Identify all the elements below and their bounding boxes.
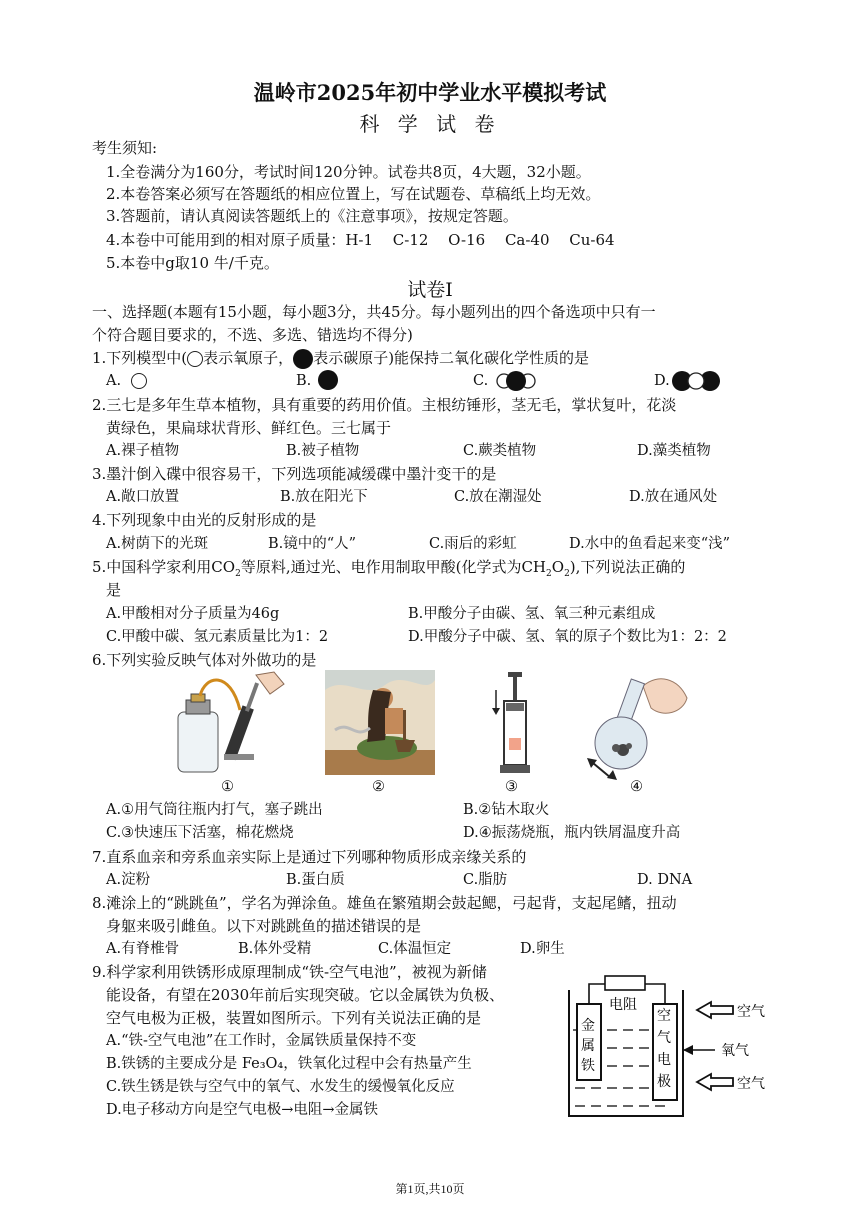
question-2-stem: 2.三七是多年生草本植物，具有重要的药用价值。主根纺锤形，茎无毛，掌状复叶，花淡 [92, 396, 677, 414]
question-8-stem: 身躯来吸引雌鱼。以下对跳跳鱼的描述错误的是 [106, 917, 422, 935]
iron-air-battery-diagram [565, 970, 780, 1120]
q4-option: D.水中的鱼看起来变“浅” [569, 536, 731, 552]
q1-option-b-label: B. [296, 373, 312, 389]
shaking-flask-figure [583, 668, 693, 780]
question-6-stem: 6.下列实验反映气体对外做功的是 [92, 651, 317, 669]
q6-option: D.④振荡烧瓶，瓶内铁屑温度升高 [463, 825, 681, 841]
notice-item: 2.本卷答案必须写在答题纸的相应位置上，写在试题卷、草稿纸上均无效。 [106, 185, 601, 203]
question-5-stem: 是 [106, 581, 122, 599]
q7-option: A.淀粉 [106, 872, 151, 888]
q2-option: D.藻类植物 [637, 443, 711, 459]
svg-text:氧气: 氧气 [721, 1043, 749, 1059]
notice-heading: 考生须知: [92, 139, 158, 157]
svg-text:属: 属 [581, 1038, 595, 1054]
exam-title: 温岭市2025年初中学业水平模拟考试 [253, 80, 607, 105]
drilling-wood-fire-figure [325, 670, 435, 775]
question-5-stem: 5.中国科学家利用$CO_2$等原料,通过光、电作用制取甲酸(化学式为$CH_2O_2$),下列说法正确的 [92, 558, 686, 579]
carbon-atom-icon [293, 349, 313, 369]
q7-option: D. DNA [637, 872, 693, 888]
q6-option: A.①用气筒往瓶内打气，塞子跳出 [106, 802, 323, 818]
svg-text:铁: 铁 [581, 1058, 595, 1074]
q6-option: C.③快速压下活塞，棉花燃烧 [106, 825, 294, 841]
question-7-stem: 7.直系血亲和旁系血亲实际上是通过下列哪种物质形成亲缘关系的 [92, 848, 527, 866]
q2-option: B.被子植物 [286, 443, 360, 459]
notice-item: 1.全卷满分为160分，考试时间120分钟。试卷共8页，4大题，32小题。 [106, 163, 591, 181]
question-9-stem: 9.科学家利用铁锈形成原理制成“铁-空气电池”，被视为新储 [92, 963, 487, 981]
q3-option: B.放在阳光下 [280, 489, 368, 505]
air-inflow-arrow-icon [697, 1002, 733, 1018]
carbon-atom-model-icon [318, 370, 338, 390]
air-inflow-arrow-icon [697, 1074, 733, 1090]
q4-option: B.镜中的“人” [268, 536, 357, 552]
question-2-stem: 黄绿色，果扁球状背形、鲜红色。三七属于 [106, 419, 392, 437]
svg-text:金: 金 [581, 1018, 595, 1034]
q8-option: C.体温恒定 [378, 941, 452, 957]
svg-text:电: 电 [657, 1052, 671, 1068]
q8-option: D.卵生 [520, 941, 565, 957]
svg-text:空气: 空气 [737, 1076, 765, 1092]
page-footer: 第1页,共10页 [395, 1182, 465, 1196]
q6-figure-label: ④ [630, 779, 643, 795]
svg-text:空气: 空气 [737, 1004, 765, 1020]
q5-option: A.甲酸相对分子质量为46g [106, 606, 280, 622]
question-8-stem: 8.滩涂上的“跳跳鱼”，学名为弹涂鱼。雄鱼在繁殖期会鼓起鳃，弓起背，支起尾鳍，扭动 [92, 894, 677, 912]
q3-option: C.放在潮湿处 [454, 489, 542, 505]
piston-cylinder-figure [490, 668, 540, 778]
q9-option: C.铁生锈是铁与空气中的氧气、水发生的缓慢氧化反应 [106, 1079, 455, 1095]
q3-option: D.放在通风处 [629, 489, 718, 505]
question-4-stem: 4.下列现象中由光的反射形成的是 [92, 511, 317, 529]
q5-option: B.甲酸分子由碳、氢、氧三种元素组成 [408, 606, 656, 622]
question-9-stem: 空气电极为正极，装置如图所示。下列有关说法正确的是 [106, 1009, 482, 1027]
exam-subtitle: 科 学 试 卷 [359, 112, 501, 136]
q5-option: C.甲酸中碳、氢元素质量比为1：2 [106, 629, 329, 645]
oco-molecule-icon [494, 369, 540, 393]
notice-item: 5.本卷中g取10 牛/千克。 [106, 254, 279, 272]
q4-option: C.雨后的彩虹 [429, 536, 517, 552]
section-heading: 试卷Ⅰ [407, 279, 453, 301]
q7-option: B.蛋白质 [286, 872, 345, 888]
svg-text:极: 极 [657, 1074, 671, 1090]
q6-figure-label: ① [221, 779, 234, 795]
q9-option: B.铁锈的主要成分是 Fe₃O₄，铁氧化过程中会有热量产生 [106, 1056, 472, 1072]
notice-item: 4.本卷中可能用到的相对原子质量：H-1 C-12 O-16 Ca-40 Cu-64 [106, 231, 615, 249]
q2-option: A.裸子植物 [106, 443, 180, 459]
question-9-stem: 能设备，有望在2030年前后实现突破。它以金属铁为负极、 [106, 986, 505, 1004]
q6-figure-label: ③ [505, 779, 518, 795]
q1-option-d-label: D. [654, 373, 670, 389]
q1-option-a-label: A. [106, 373, 122, 389]
q6-option: B.②钻木取火 [463, 802, 550, 818]
oxygen-atom-model-icon [131, 373, 147, 389]
resistor-label: 电阻 [609, 997, 637, 1013]
svg-text:空: 空 [657, 1008, 671, 1024]
q9-option: D.电子移动方向是空气电极→电阻→金属铁 [106, 1102, 379, 1118]
q7-option: C.脂肪 [463, 872, 508, 888]
co2-molecule-icon [670, 368, 722, 394]
air-pump-bottle-figure [170, 670, 290, 778]
notice-item: 3.答题前，请认真阅读答题纸上的《注意事项》，按规定答题。 [106, 207, 518, 225]
q5-option: D.甲酸分子中碳、氢、氧的原子个数比为1：2：2 [408, 629, 727, 645]
part-intro: 一、选择题(本题有15小题，每小题3分，共45分。每小题列出的四个备选项中只有一 [92, 303, 656, 321]
q2-option: C.蕨类植物 [463, 443, 537, 459]
q8-option: B.体外受精 [238, 941, 312, 957]
q4-option: A.树荫下的光斑 [106, 536, 209, 552]
q1-option-c-label: C. [473, 373, 489, 389]
q8-option: A.有脊椎骨 [106, 941, 180, 957]
oxygen-atom-icon [187, 351, 203, 367]
q9-option: A.“铁-空气电池”在工作时，金属铁质量保持不变 [106, 1033, 417, 1049]
question-1-stem: 1.下列模型中( 表示氧原子， 表示碳原子)能保持二氧化碳化学性质的是 [92, 349, 590, 367]
part-intro: 个符合题目要求的，不选、多选、错选均不得分) [92, 326, 413, 344]
svg-text:气: 气 [657, 1030, 671, 1046]
question-3-stem: 3.墨汁倒入碟中很容易干，下列选项能减缓碟中墨汁变干的是 [92, 465, 497, 483]
q3-option: A.敞口放置 [106, 489, 180, 505]
q6-figure-label: ② [372, 779, 385, 795]
